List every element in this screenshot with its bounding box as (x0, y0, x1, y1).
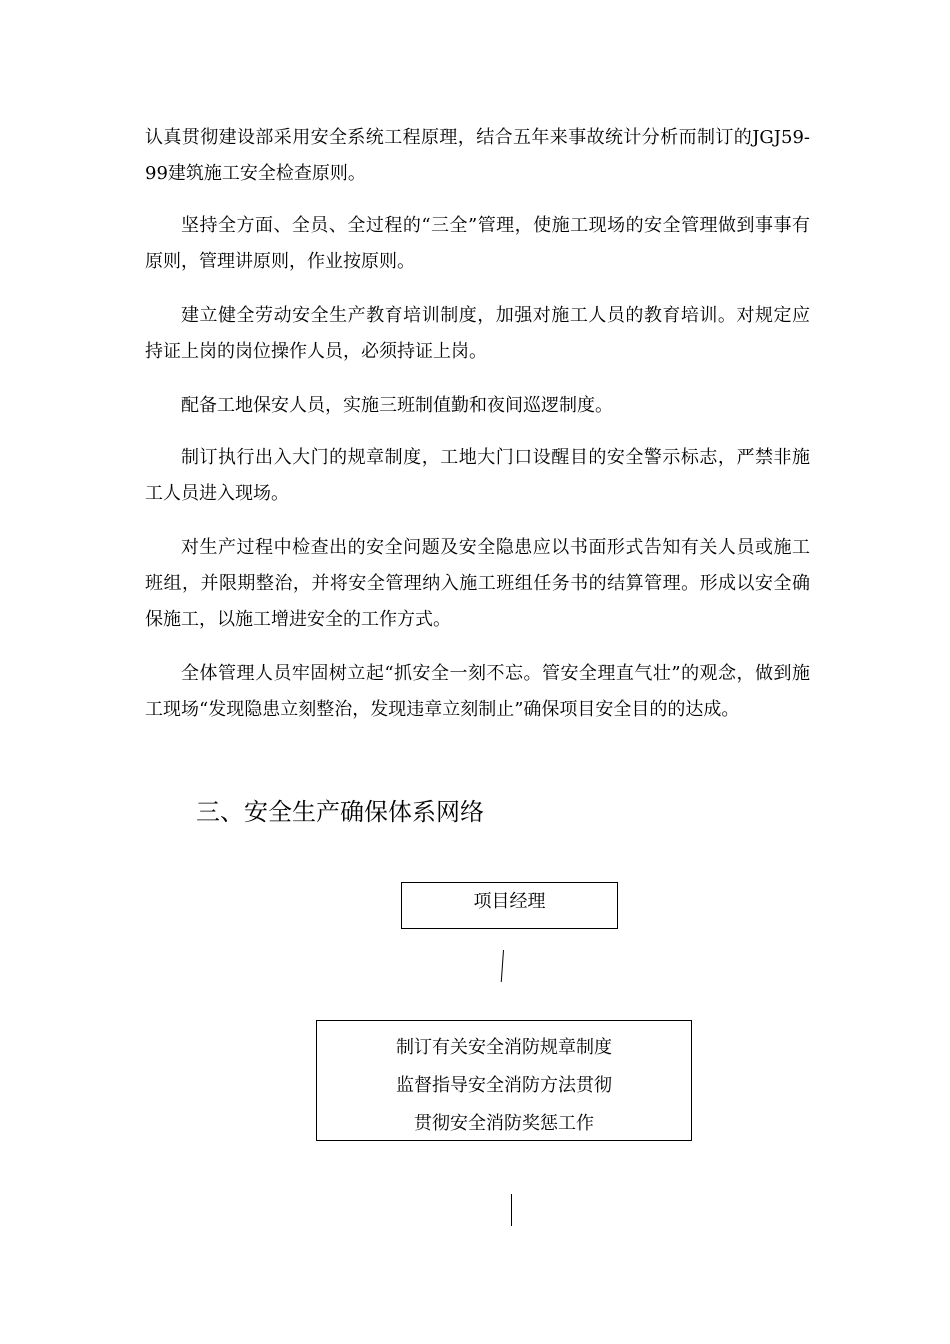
connector-line-2 (511, 1194, 512, 1226)
paragraph-2: 坚持全方面、全员、全过程的“三全”管理，使施工现场的安全管理做到事事有原则，管理讲原则，作业按原则。 (145, 215, 810, 272)
paragraph-7: 全体管理人员牢固树立起“抓安全一刻不忘。管安全理直气壮”的观念，做到施工现场“发现隐患立刻整治，发现违章立刻制止”确保项目安全目的的达成。 (145, 663, 810, 720)
duty-line-3: 贯彻安全消防奖惩工作 (414, 1113, 594, 1134)
paragraph-5: 制订执行出入大门的规章制度，工地大门口设醒目的安全警示标志，严禁非施工人员进入现场。 (145, 447, 810, 504)
paragraph-6: 对生产过程中检查出的安全问题及安全隐患应以书面形式告知有关人员或施工班组，并限期整治，并将安全管理纳入施工班组任务书的结算管理。形成以安全确保施工，以施工增进安全的工作方式。 (145, 537, 810, 630)
org-box-safety-duties (316, 1020, 692, 1141)
org-box-project-manager: 项目经理 (401, 882, 618, 929)
duty-line-2: 监督指导安全消防方法贯彻 (396, 1075, 612, 1096)
duty-line-1: 制订有关安全消防规章制度 (396, 1037, 612, 1058)
paragraph-1: 认真贯彻建设部采用安全系统工程原理，结合五年来事故统计分析而制订的JGJ59-99建筑施工安全检查原则。 (145, 127, 810, 184)
section-heading: 三、安全生产确保体系网络 (196, 798, 484, 826)
paragraph-3: 建立健全劳动安全生产教育培训制度，加强对施工人员的教育培训。对规定应持证上岗的岗位操作人员，必须持证上岗。 (145, 305, 810, 362)
paragraph-4: 配备工地保安人员，实施三班制值勤和夜间巡逻制度。 (181, 395, 613, 416)
connector-line-1 (501, 950, 504, 982)
